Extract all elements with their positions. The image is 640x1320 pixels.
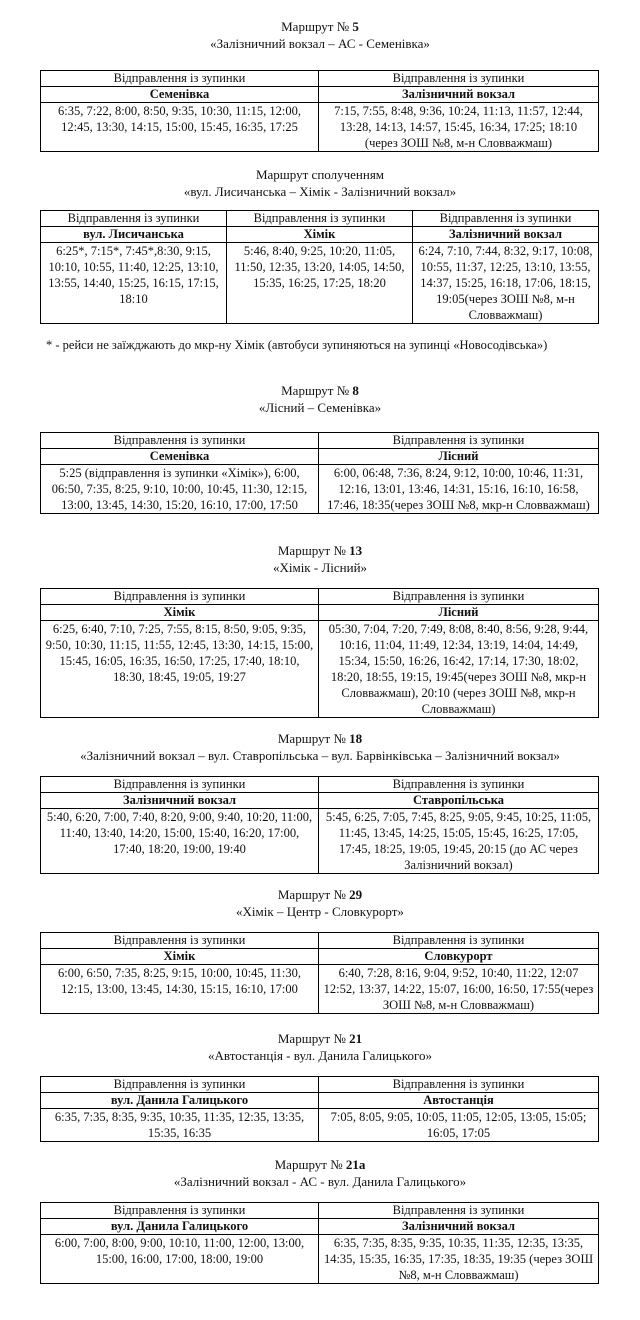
departure-times: 5:40, 6:20, 7:00, 7:40, 8:20, 9:00, 9:40, 10:20, 11:00, 11:40, 13:40, 14:20, 15:00, 15:40, 16:20, 17:00, 17:40, 18:20, 19:00, 19:40 bbox=[41, 809, 319, 874]
route-subtitle: «вул. Лисичанська – Хімік - Залізничний вокзал» bbox=[183, 184, 457, 199]
route-29 bbox=[0, 886, 640, 920]
route-5 bbox=[0, 18, 640, 52]
departure-times: 6:00, 7:00, 8:00, 9:00, 10:10, 11:00, 12:00, 13:00, 15:00, 16:00, 17:00, 18:00, 19:00 bbox=[41, 1235, 319, 1284]
column-header: Відправлення із зупинки Автостанція bbox=[319, 1077, 599, 1109]
route-subtitle: «Автостанція - вул. Данила Галицького» bbox=[208, 1048, 432, 1063]
schedule-table-route-18 bbox=[40, 776, 599, 874]
departure-times: 6:25*, 7:15*, 7:45*,8:30, 9:15, 10:10, 10:55, 11:40, 12:25, 13:10, 13:55, 14:40, 15:25, 16:15, 17:15, 18:10 bbox=[41, 243, 227, 324]
route-title: Маршрут № 18 bbox=[277, 731, 363, 746]
departure-times: 6:35, 7:35, 8:35, 9:35, 10:35, 11:35, 12:35, 13:35, 14:35, 15:35, 16:35, 17:35, 18:35, 19:35 (через ЗОШ №8, м-н Словважмаш) bbox=[319, 1235, 599, 1284]
departure-times: 7:05, 8:05, 9:05, 10:05, 11:05, 12:05, 13:05, 15:05; 16:05, 17:05 bbox=[319, 1109, 599, 1142]
route-8 bbox=[0, 382, 640, 416]
schedule-table-route-29 bbox=[40, 932, 599, 1014]
schedule-table-route-21a bbox=[40, 1202, 599, 1284]
column-header: Відправлення із зупинки вул. Лисичанська bbox=[41, 211, 227, 243]
route-title: Маршрут № 13 bbox=[277, 543, 363, 558]
route-18 bbox=[0, 730, 640, 764]
column-header: Відправлення із зупинки Семенівка bbox=[41, 71, 319, 103]
column-header: Відправлення із зупинки Семенівка bbox=[41, 433, 319, 465]
column-header: Відправлення із зупинки Хімік bbox=[227, 211, 413, 243]
route-connection bbox=[0, 166, 640, 200]
schedule-table-route-21 bbox=[40, 1076, 599, 1142]
departure-times: 6:35, 7:35, 8:35, 9:35, 10:35, 11:35, 12:35, 13:35, 15:35, 16:35 bbox=[41, 1109, 319, 1142]
departure-times: 5:45, 6:25, 7:05, 7:45, 8:25, 9:05, 9:45, 10:25, 11:05, 11:45, 13:45, 14:25, 15:05, 15:45, 16:25, 17:05, 17:45, 18:25, 19:05, 19:45, 20:15 (до АС через Залізничний вокзал) bbox=[319, 809, 599, 874]
route-title: Маршрут № 21а bbox=[274, 1157, 366, 1172]
column-header: Відправлення із зупинки Лісний bbox=[319, 589, 599, 621]
schedule-table-route-13 bbox=[40, 588, 599, 718]
route-title: Маршрут № 8 bbox=[281, 383, 359, 398]
departure-times: 6:00, 06:48, 7:36, 8:24, 9:12, 10:00, 10:46, 11:31, 12:16, 13:01, 13:46, 14:31, 15:16, 16:10, 16:58, 17:46, 18:35(через ЗОШ №8, мкр-н Словважмаш) bbox=[319, 465, 599, 514]
route-21 bbox=[0, 1030, 640, 1064]
schedule-table-route-5 bbox=[40, 70, 599, 152]
route-subtitle: «Залізничний вокзал – вул. Ставропільська – вул. Барвінківська – Залізничний вокзал» bbox=[80, 748, 560, 763]
schedule-table-route-connection bbox=[40, 210, 599, 324]
departure-times: 7:15, 7:55, 8:48, 9:36, 10:24, 11:13, 11:57, 12:44, 13:28, 14:13, 14:57, 15:45, 16:34, 17:25; 18:10 (через ЗОШ №8, м-н Словважмаш) bbox=[319, 103, 599, 152]
schedule-table-route-8 bbox=[40, 432, 599, 514]
column-header: Відправлення із зупинки Залізничний вокзал bbox=[413, 211, 599, 243]
route-subtitle: «Лісний – Семенівка» bbox=[258, 400, 382, 415]
column-header: Відправлення із зупинки Залізничний вокзал bbox=[41, 777, 319, 809]
departure-times: 5:46, 8:40, 9:25, 10:20, 11:05, 11:50, 12:35, 13:20, 14:05, 14:50, 15:35, 16:25, 17:25, 18:20 bbox=[227, 243, 413, 324]
departure-times: 6:35, 7:22, 8:00, 8:50, 9:35, 10:30, 11:15, 12:00, 12:45, 13:30, 14:15, 15:00, 15:45, 16:35, 17:25 bbox=[41, 103, 319, 152]
departure-times: 05:30, 7:04, 7:20, 7:49, 8:08, 8:40, 8:56, 9:28, 9:44, 10:16, 11:04, 11:49, 12:34, 13:19, 14:04, 14:49, 15:34, 15:50, 16:26, 16:42, 17:14, 17:30, 18:02, 18:20, 18:55, 19:15, 19:45(через ЗОШ №8, мкр-н Словважмаш), 20:10 (через ЗОШ №8, мкр-н Словважмаш) bbox=[319, 621, 599, 718]
departure-times: 6:00, 6:50, 7:35, 8:25, 9:15, 10:00, 10:45, 11:30, 12:15, 13:00, 13:45, 14:30, 15:15, 16:10, 17:00 bbox=[41, 965, 319, 1014]
departure-times: 6:25, 6:40, 7:10, 7:25, 7:55, 8:15, 8:50, 9:05, 9:35, 9:50, 10:30, 11:15, 11:55, 12:45, 13:30, 14:15, 15:00, 15:45, 16:05, 16:35, 16:50, 17:25, 17:40, 18:10, 18:30, 18:45, 19:05, 19:27 bbox=[41, 621, 319, 718]
column-header: Відправлення із зупинки вул. Данила Галицького bbox=[41, 1077, 319, 1109]
route-title: Маршрут № 5 bbox=[281, 19, 359, 34]
route-13 bbox=[0, 542, 640, 576]
route-title: Маршрут № 29 bbox=[277, 887, 363, 902]
column-header: Відправлення із зупинки вул. Данила Галицького bbox=[41, 1203, 319, 1235]
column-header: Відправлення із зупинки Хімік bbox=[41, 589, 319, 621]
column-header: Відправлення із зупинки Хімік bbox=[41, 933, 319, 965]
column-header: Відправлення із зупинки Ставропільська bbox=[319, 777, 599, 809]
route-subtitle: «Хімік - Лісний» bbox=[272, 560, 368, 575]
route-subtitle: «Залізничний вокзал - АС - вул. Данила Галицького» bbox=[173, 1174, 467, 1189]
departure-times: 6:40, 7:28, 8:16, 9:04, 9:52, 10:40, 11:22, 12:07 12:52, 13:37, 14:22, 15:07, 16:00, 16:50, 17:55(через ЗОШ №8, м-н Словважмаш) bbox=[319, 965, 599, 1014]
departure-times: 6:24, 7:10, 7:44, 8:32, 9:17, 10:08, 10:55, 11:37, 12:25, 13:10, 13:55, 14:37, 15:25, 16:18, 17:06, 18:15, 19:05(через ЗОШ №8, м-н Словважмаш) bbox=[413, 243, 599, 324]
route-21a bbox=[0, 1156, 640, 1190]
footnote: * - рейси не заїжджають до мкр-ну Хімік (автобуси зупиняються на зупинці «Новосодівська») bbox=[46, 338, 548, 352]
column-header: Відправлення із зупинки Залізничний вокзал bbox=[319, 71, 599, 103]
route-subtitle: «Хімік – Центр - Словкурорт» bbox=[236, 904, 404, 919]
route-title: Маршрут № 21 bbox=[277, 1031, 363, 1046]
column-header: Відправлення із зупинки Лісний bbox=[319, 433, 599, 465]
column-header: Відправлення із зупинки Словкурорт bbox=[319, 933, 599, 965]
column-header: Відправлення із зупинки Залізничний вокзал bbox=[319, 1203, 599, 1235]
departure-times: 5:25 (відправлення із зупинки «Хімік»), 6:00, 06:50, 7:35, 8:25, 9:10, 10:00, 10:45, 11:30, 12:15, 13:00, 13:45, 14:30, 15:20, 16:10, 17:00, 17:50 bbox=[41, 465, 319, 514]
route-subtitle: «Залізничний вокзал – АС - Семенівка» bbox=[210, 36, 430, 51]
route-title: Маршрут сполученням bbox=[255, 167, 385, 182]
